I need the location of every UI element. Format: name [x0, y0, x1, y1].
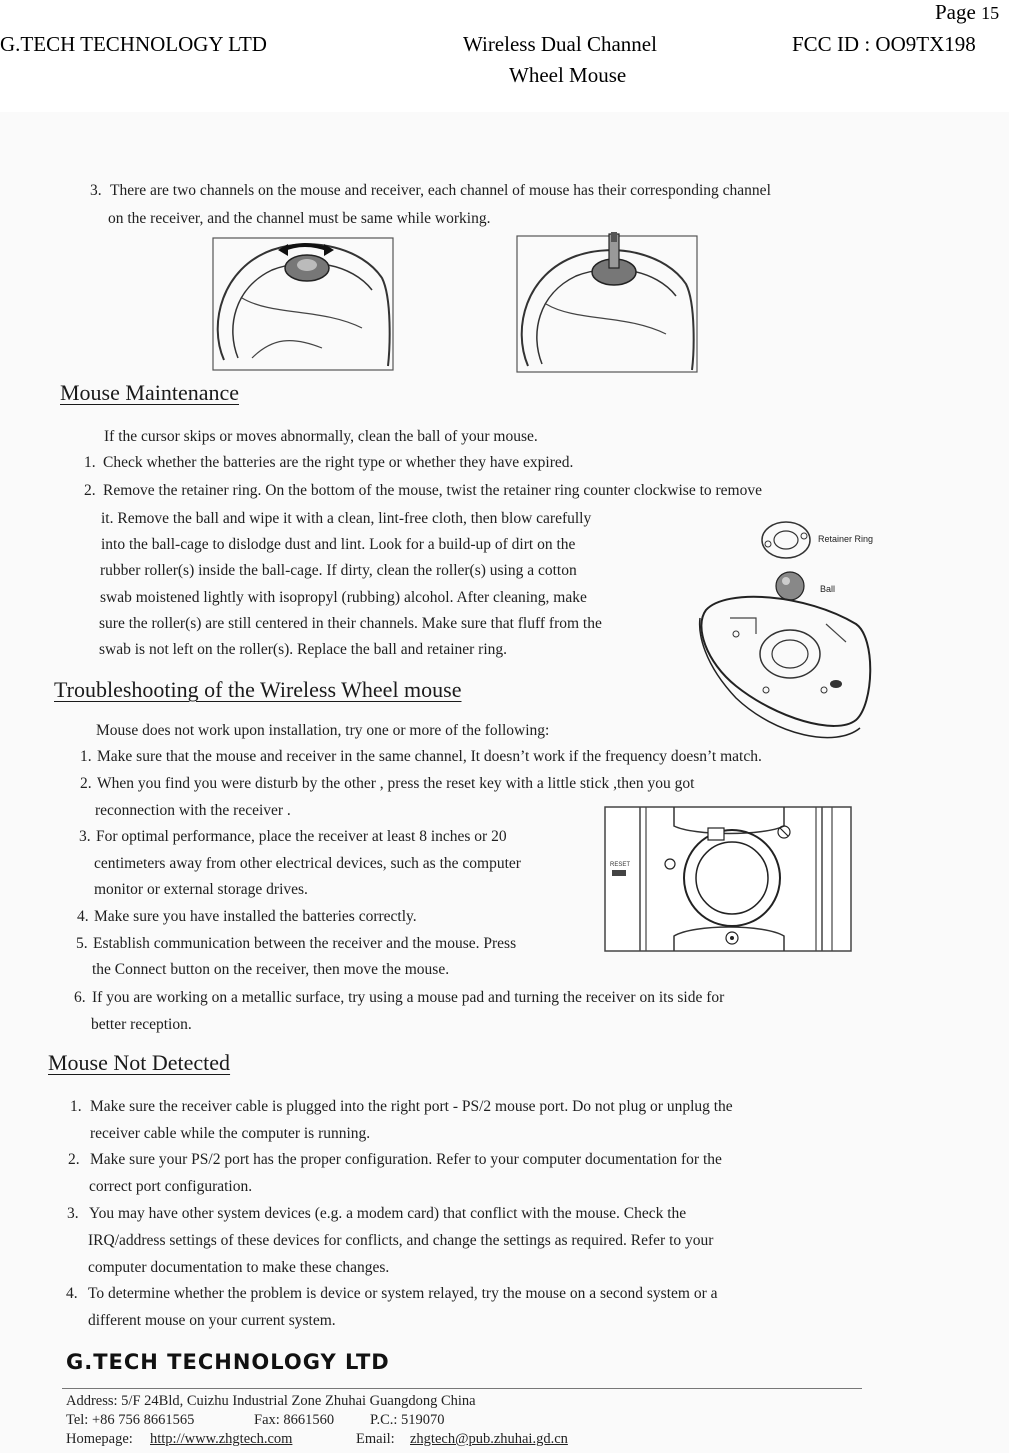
not-detected-item-line: To determine whether the problem is device or system relayed, try the mouse on a second system or a	[88, 1285, 718, 1302]
fcc-id: FCC ID : OO9TX198	[792, 32, 976, 56]
troubleshooting-item-line: better reception.	[91, 1016, 192, 1033]
footer-homepage-label: Homepage:	[66, 1431, 133, 1447]
not-detected-item-line: Make sure your PS/2 port has the proper configuration. Refer to your computer documentation for the	[90, 1151, 722, 1168]
footer-email-link[interactable]: zhgtech@pub.zhuhai.gd.cn	[410, 1431, 568, 1447]
section-heading-maintenance: Mouse Maintenance	[60, 380, 239, 405]
maintenance-item-2-line: it. Remove the ball and wipe it with a clean, lint-free cloth, then blow carefully	[101, 510, 592, 527]
page-number	[935, 0, 999, 25]
retainer-ring-label: Retainer Ring	[818, 534, 874, 544]
footer-address: Address: 5/F 24Bld, Cuizhu Industrial Zone Zhuhai Guangdong China	[66, 1393, 476, 1409]
troubleshooting-item-number: 2.	[80, 775, 92, 792]
mouse-underside-illustration	[696, 514, 882, 746]
troubleshooting-item-number: 3.	[79, 828, 91, 845]
maintenance-item-2-line: Remove the retainer ring. On the bottom of the mouse, twist the retainer ring counter clockwise to remove	[103, 482, 762, 499]
intro-line-1: There are two channels on the mouse and receiver, each channel of mouse has their corresponding channel	[110, 182, 771, 199]
retainer-ring-icon	[762, 522, 810, 558]
troubleshooting-item-line: centimeters away from other electrical devices, such as the computer	[94, 855, 521, 872]
troubleshooting-item-line: If you are working on a metallic surface, try using a mouse pad and turning the receiver on its side for	[92, 989, 725, 1006]
maintenance-item-2-line: rubber roller(s) inside the ball-cage. If dirty, clean the roller(s) using a cotton	[100, 562, 577, 579]
troubleshooting-item-line: reconnection with the receiver .	[95, 802, 291, 819]
ball-icon	[776, 572, 804, 600]
troubleshooting-lead: Mouse does not work upon installation, try one or more of the following:	[96, 722, 550, 739]
footer-fax: Fax: 8661560	[254, 1412, 335, 1428]
intro-number: 3.	[90, 182, 102, 199]
page-number-value: 15	[981, 3, 1000, 23]
maintenance-item-2-line: swab is not left on the roller(s). Replace the ball and retainer ring.	[99, 641, 508, 658]
section-heading-not-detected: Mouse Not Detected	[48, 1050, 231, 1075]
troubleshooting-item-line: Make sure you have installed the batteries correctly.	[94, 908, 417, 925]
troubleshooting-item-line: Establish communication between the receiver and the mouse. Press	[93, 935, 517, 952]
ball-label: Ball	[820, 584, 836, 594]
product-title-line1: Wireless Dual Channel	[463, 32, 657, 56]
troubleshooting-item-line: Make sure that the mouse and receiver in the same channel, It doesn’t work if the frequency doesn’t match.	[97, 748, 762, 765]
footer-postcode: P.C.: 519070	[370, 1412, 445, 1428]
company-name: G.TECH TECHNOLOGY LTD	[0, 32, 267, 56]
troubleshooting-item-number: 6.	[74, 989, 86, 1006]
page-label: Page	[935, 0, 976, 24]
reset-label: RESET	[610, 862, 631, 868]
not-detected-item-number: 2.	[68, 1151, 80, 1168]
troubleshooting-item-number: 4.	[77, 908, 89, 925]
not-detected-item-number: 4.	[66, 1285, 78, 1302]
footer-email-label: Email:	[356, 1431, 395, 1447]
not-detected-item-line: You may have other system devices (e.g. a modem card) that conflict with the mouse. Check the	[89, 1205, 687, 1222]
footer-homepage-link[interactable]: http://www.zhgtech.com	[150, 1431, 293, 1447]
maintenance-item-2-number: 2.	[84, 482, 96, 499]
receiver-reset-illustration	[604, 806, 852, 952]
footer-company-logo: G.TECH TECHNOLOGY LTD	[66, 1350, 390, 1374]
not-detected-item-number: 1.	[70, 1098, 82, 1115]
maintenance-item-1: Check whether the batteries are the right type or whether they have expired.	[103, 454, 574, 471]
section-heading-troubleshooting: Troubleshooting of the Wireless Wheel mouse	[54, 677, 462, 702]
channel-switch-illustration-right	[516, 232, 698, 374]
maintenance-item-2-line: swab moistened lightly with isopropyl (rubbing) alcohol. After cleaning, make	[100, 589, 587, 606]
not-detected-item-number: 3.	[67, 1205, 79, 1222]
mouse-bottom-icon	[700, 597, 871, 738]
troubleshooting-item-number: 1.	[80, 748, 92, 765]
reset-key-icon	[612, 870, 626, 876]
troubleshooting-item-line: monitor or external storage drives.	[94, 881, 308, 898]
troubleshooting-item-number: 5.	[76, 935, 88, 952]
not-detected-item-line: IRQ/address settings of these devices for conflicts, and change the settings as required. Refer to your	[88, 1232, 714, 1249]
maintenance-lead: If the cursor skips or moves abnormally, clean the ball of your mouse.	[104, 428, 538, 445]
not-detected-item-line: correct port configuration.	[89, 1178, 253, 1195]
not-detected-item-line: Make sure the receiver cable is plugged into the right port - PS/2 mouse port. Do not plug or unplug the	[90, 1098, 733, 1115]
not-detected-item-line: receiver cable while the computer is running.	[90, 1125, 371, 1142]
channel-switch-illustration-left	[212, 228, 394, 372]
product-title-line2: Wheel Mouse	[509, 63, 627, 87]
troubleshooting-item-line: When you find you were disturb by the other , press the reset key with a little stick ,then you got	[97, 775, 695, 792]
footer-divider	[62, 1388, 862, 1389]
intro-line-2: on the receiver, and the channel must be same while working.	[108, 210, 491, 227]
not-detected-item-line: computer documentation to make these changes.	[88, 1259, 390, 1276]
footer-tel: Tel: +86 756 8661565	[66, 1412, 195, 1428]
maintenance-item-2-line: sure the roller(s) are still centered in their channels. Make sure that fluff from the	[99, 615, 602, 632]
maintenance-item-1-number: 1.	[84, 454, 96, 471]
not-detected-item-line: different mouse on your current system.	[88, 1312, 336, 1329]
maintenance-item-2-line: into the ball-cage to dislodge dust and lint. Look for a build-up of dirt on the	[101, 536, 576, 553]
troubleshooting-item-line: For optimal performance, place the receiver at least 8 inches or 20	[96, 828, 507, 845]
troubleshooting-item-line: the Connect button on the receiver, then move the mouse.	[92, 961, 450, 978]
